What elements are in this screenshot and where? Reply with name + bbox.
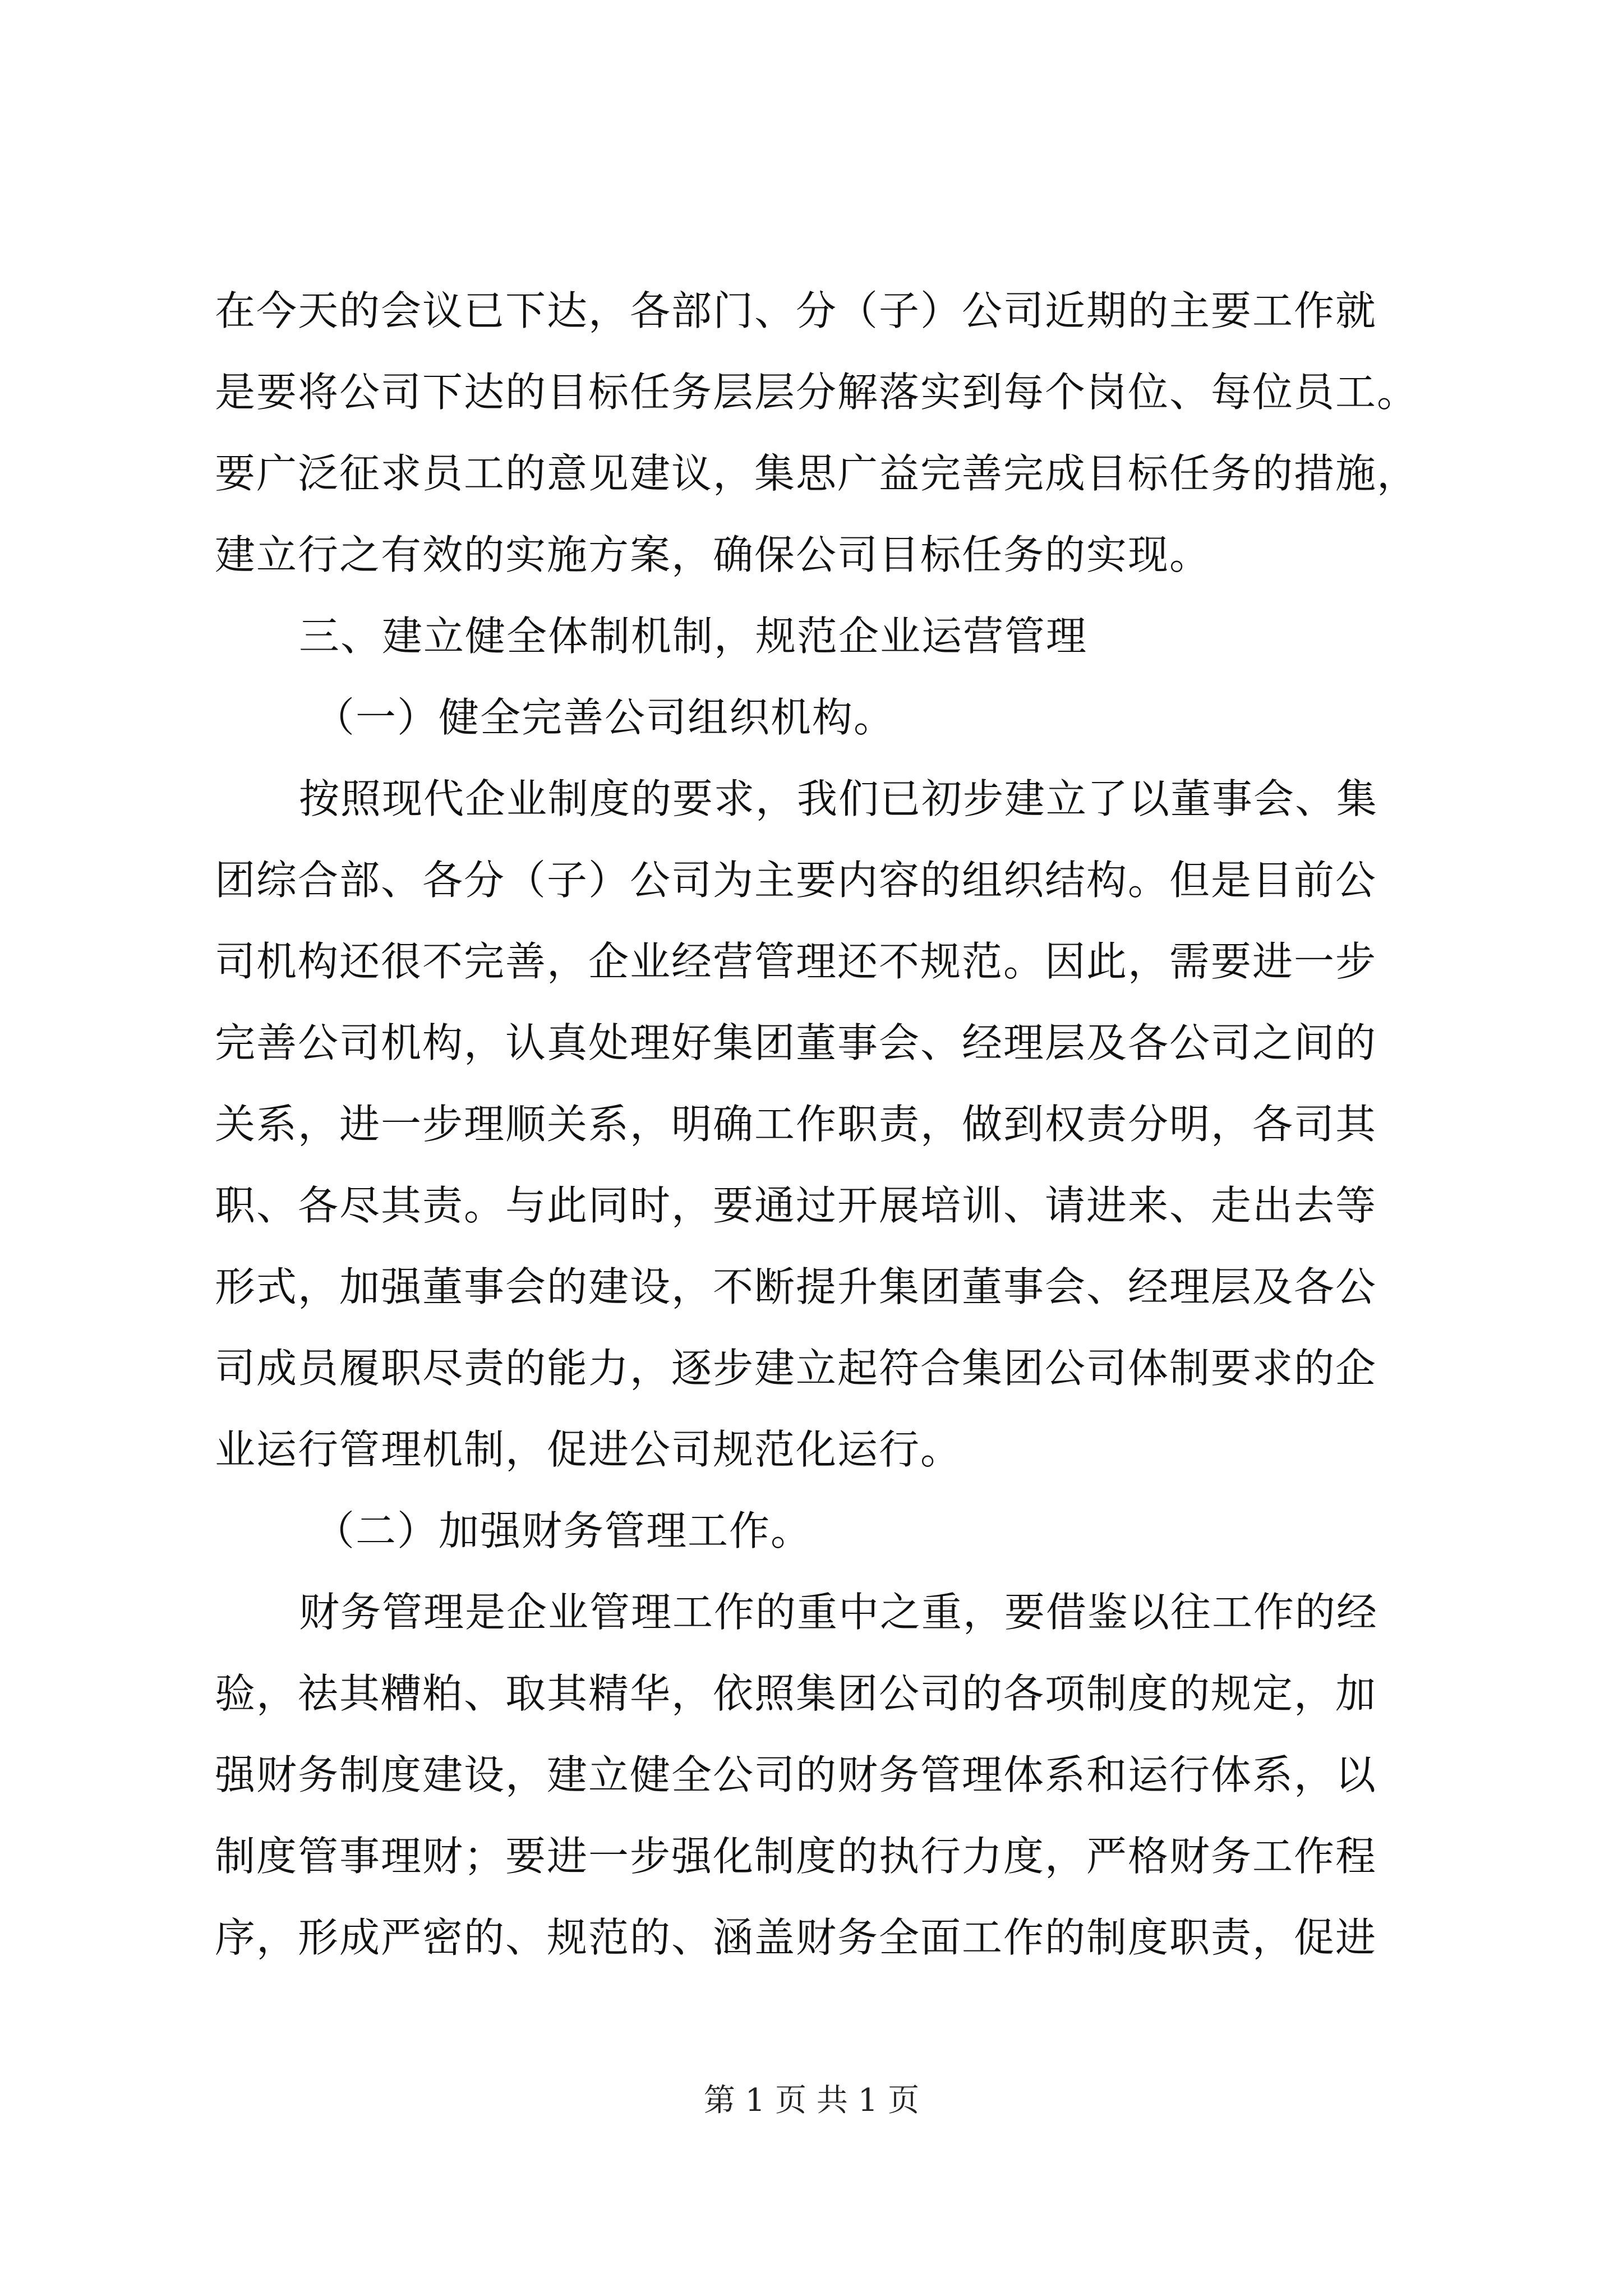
page-footer: 第 1 页 共 1 页 (703, 2082, 920, 2119)
section-heading: 三、建立健全体制机制，规范企业运营管理 (299, 613, 1088, 660)
paragraph-line: 在今天的会议已下达，各部门、分（子）公司近期的主要工作就 (215, 287, 1377, 334)
subsection-heading: （二）加强财务管理工作。 (314, 1507, 813, 1554)
paragraph-line: 验，祛其糟粕、取其精华，依照集团公司的各项制度的规定，加 (215, 1670, 1377, 1717)
paragraph-line: 司机构还很不完善，企业经营管理还不规范。因此，需要进一步 (215, 938, 1377, 985)
paragraph-line: 职、各尽其责。与此同时，要通过开展培训、请进来、走出去等 (215, 1182, 1377, 1229)
paragraph-line: 是要将公司下达的目标任务层层分解落实到每个岗位、每位员工。 (215, 369, 1419, 416)
paragraph-line: 建立行之有效的实施方案，确保公司目标任务的实现。 (215, 531, 1211, 578)
paragraph-line: 制度管事理财；要进一步强化制度的执行力度，严格财务工作程 (215, 1833, 1377, 1880)
paragraph-line: 要广泛征求员工的意见建议，集思广益完善完成目标任务的措施， (215, 450, 1419, 497)
subsection-heading: （一）健全完善公司组织机构。 (314, 694, 896, 741)
paragraph-line: 关系，进一步理顺关系，明确工作职责，做到权责分明，各司其 (215, 1101, 1377, 1148)
paragraph-line: 团综合部、各分（子）公司为主要内容的组织结构。但是目前公 (215, 857, 1377, 904)
paragraph-line: 序，形成严密的、规范的、涵盖财务全面工作的制度职责，促进 (215, 1914, 1377, 1961)
paragraph-line: 强财务制度建设，建立健全公司的财务管理体系和运行体系，以 (215, 1751, 1377, 1798)
paragraph-line: 司成员履职尽责的能力，逐步建立起符合集团公司体制要求的企 (215, 1345, 1377, 1392)
paragraph-line: 按照现代企业制度的要求，我们已初步建立了以董事会、集 (299, 775, 1378, 822)
paragraph-line: 形式，加强董事会的建设，不断提升集团董事会、经理层及各公 (215, 1263, 1377, 1310)
paragraph-line: 业运行管理机制，促进公司规范化运行。 (215, 1426, 962, 1473)
paragraph-line: 完善公司机构，认真处理好集团董事会、经理层及各公司之间的 (215, 1019, 1377, 1066)
paragraph-line: 财务管理是企业管理工作的重中之重，要借鉴以往工作的经 (299, 1589, 1378, 1636)
